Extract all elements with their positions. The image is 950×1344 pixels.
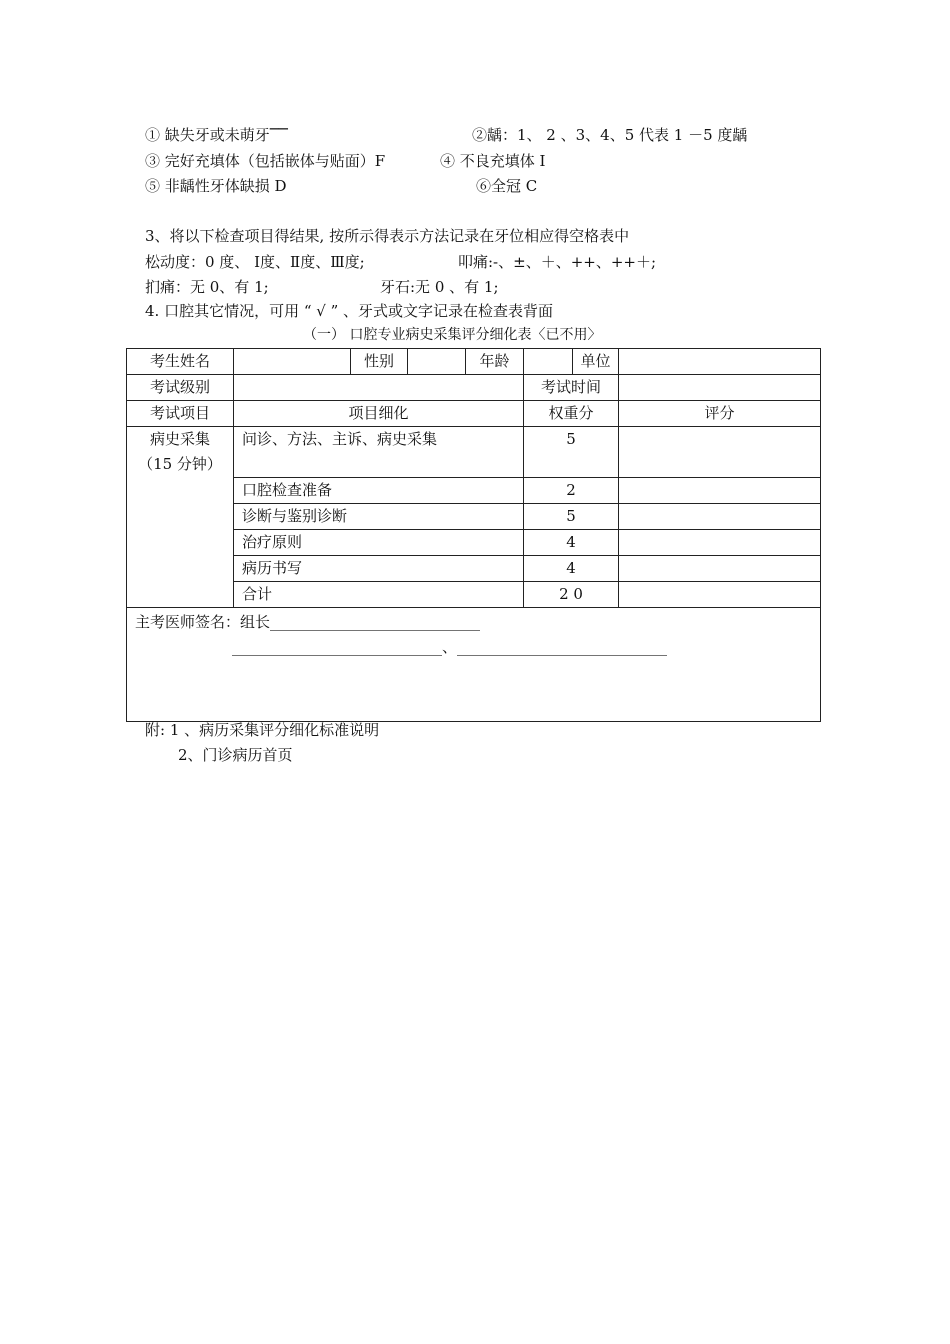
item-cell: 治疗原则: [234, 530, 524, 556]
score-field[interactable]: [619, 530, 821, 556]
name-field[interactable]: [234, 349, 351, 375]
table-row: [127, 375, 821, 401]
header-score: 评分: [619, 401, 821, 427]
category-duration: （15 分钟）: [138, 455, 222, 473]
signature-line-members: ____________________________、____________________________: [232, 638, 668, 656]
signature-row: [127, 608, 821, 722]
instruction-item3: 3、将以下检查项目得结果, 按所示得表示方法记录在牙位相应得空格表中: [145, 227, 630, 245]
gender-label: 性别: [351, 349, 408, 375]
instruction-percussion: 叩痛:-、±、＋、++、++＋;: [458, 253, 657, 271]
instruction-item4: 4. 口腔其它情况，可用 “ √ ” 、牙式或文字记录在检查表背面: [145, 302, 554, 320]
weight-cell: 2: [524, 478, 619, 504]
total-weight: 2 0: [524, 582, 619, 608]
total-score-field[interactable]: [619, 582, 821, 608]
score-field[interactable]: [619, 427, 821, 478]
category-label: 病史采集: [149, 430, 210, 448]
legend-missing: ① 缺失牙或未萌牙──: [145, 120, 288, 144]
level-label: 考试级别: [127, 375, 234, 401]
table-header-row: [127, 401, 821, 427]
weight-cell: 4: [524, 530, 619, 556]
gender-field[interactable]: [408, 349, 466, 375]
time-field[interactable]: [619, 375, 821, 401]
age-and-unit: [524, 349, 619, 375]
score-field[interactable]: [619, 478, 821, 504]
legend-filling-bad: ④ 不良充填体 I: [440, 152, 546, 170]
instruction-tap: 扪痛：无 0、有 1;: [145, 278, 269, 296]
age-label: 年龄: [466, 349, 524, 375]
header-detail: 项目细化: [234, 401, 524, 427]
score-field[interactable]: [619, 556, 821, 582]
instruction-mobility: 松动度：0 度、 Ⅰ度、Ⅱ度、Ⅲ度;: [145, 253, 365, 271]
table-row: [127, 349, 821, 375]
item-cell: 病历书写: [234, 556, 524, 582]
signature-line-leader: 主考医师签名：组长____________________________: [135, 613, 481, 631]
legend-caries: ②龋：1、 2 、3、4、5 代表 1 －5 度龋: [472, 126, 748, 144]
unit-field[interactable]: [619, 349, 821, 375]
table-caption: （一） 口腔专业病史采集评分细化表〈已不用〉: [303, 327, 602, 343]
name-label: 考生姓名: [127, 349, 234, 375]
legend-noncarious: ⑤ 非龋性牙体缺损 D: [145, 177, 287, 195]
attachment-line2: 2、门诊病历首页: [178, 746, 293, 764]
instruction-calculus: 牙石:无 0 、有 1;: [380, 278, 499, 296]
header-weight: 权重分: [524, 401, 619, 427]
grading-table: [126, 348, 821, 722]
weight-cell: 4: [524, 556, 619, 582]
score-field[interactable]: [619, 504, 821, 530]
age-field[interactable]: [524, 349, 573, 374]
item-cell: 问诊、方法、主诉、病史采集: [234, 427, 524, 478]
signature-cell[interactable]: [127, 608, 821, 722]
weight-cell: 5: [524, 504, 619, 530]
item-cell: 诊断与鉴别诊断: [234, 504, 524, 530]
header-project: 考试项目: [127, 401, 234, 427]
attachment-line1: 附: 1 、病历采集评分细化标准说明: [145, 721, 380, 739]
time-label: 考试时间: [524, 375, 619, 401]
total-label: 合计: [234, 582, 524, 608]
legend-filling-good: ③ 完好充填体（包括嵌体与贴面）F: [145, 152, 386, 170]
category-cell: [127, 427, 234, 608]
legend-crown: ⑥全冠 C: [476, 177, 538, 195]
item-cell: 口腔检查准备: [234, 478, 524, 504]
weight-cell: 5: [524, 427, 619, 478]
level-field[interactable]: [234, 375, 524, 401]
unit-label: 单位: [580, 352, 611, 370]
missing-mark: ──: [269, 120, 288, 138]
table-row: [127, 427, 821, 478]
